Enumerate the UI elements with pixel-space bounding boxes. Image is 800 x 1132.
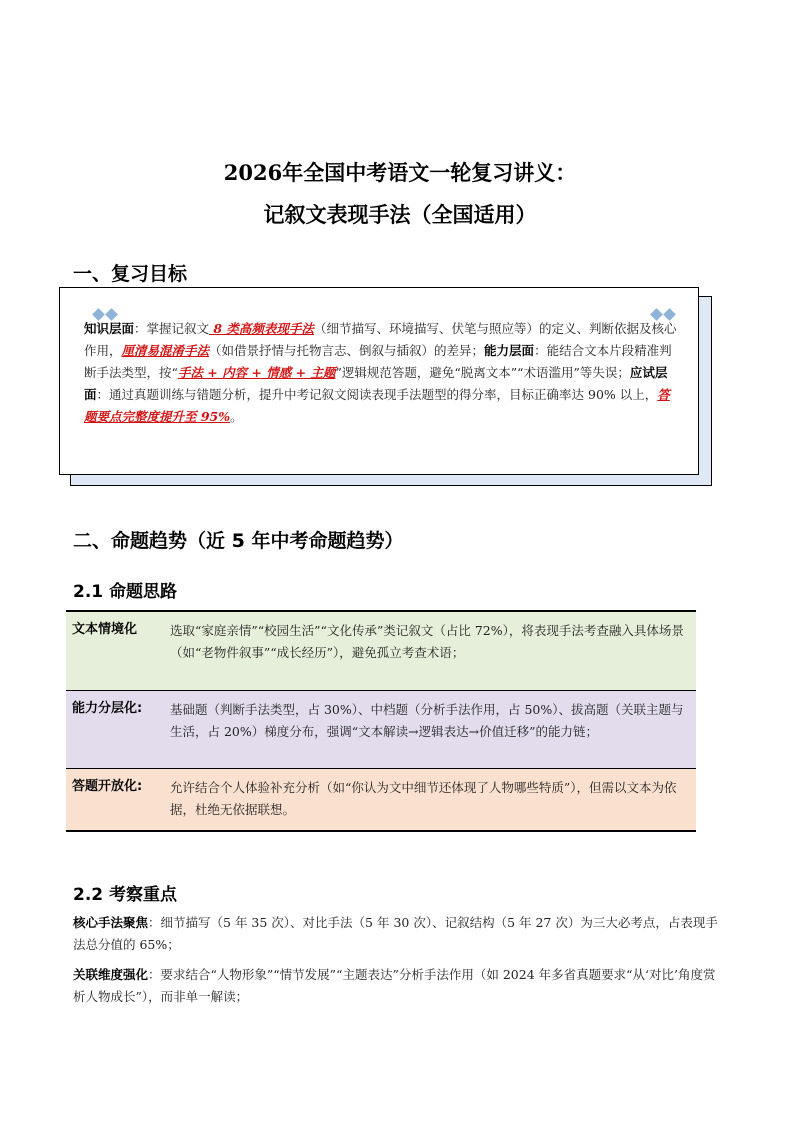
table-row-header: 能力分层化: — [72, 701, 143, 716]
goal-ability-label: 能力层面 — [484, 343, 535, 358]
goal-ability-text1: ：能结合文本片段精准判断手法类型，按“ — [84, 343, 672, 380]
goal-knowledge-emphasis2: 厘清易混淆手法 — [121, 343, 210, 358]
table-row — [66, 691, 696, 769]
goal-box — [59, 287, 699, 475]
subsection-heading-focus: 2.2 考察重点 — [73, 885, 178, 905]
table-row-body: 基础题（判断手法类型，占 30%）、中档题（分析手法作用，占 50%）、拔高题（关联主题与生活，占 20%）梯度分布，强调“文本解读→逻辑表达→价值迁移”的能力链； — [170, 702, 684, 739]
document-title-line2: 记叙文表现手法（全国适用） — [263, 202, 537, 227]
goal-knowledge-text3: （如借景抒情与托物言志、倒叙与插叙）的差异； — [209, 343, 485, 358]
goal-knowledge-text2: （细节描写、环境描写、伏笔与照应等）的定义、判断依据及核心作用， — [84, 321, 677, 358]
goal-exam-text2: 。 — [230, 409, 243, 424]
goal-exam-emphasis: 答题要点完整度提升至 95% — [84, 387, 670, 424]
table-row — [66, 769, 696, 830]
goal-ability-emphasis: 手法 + 内容 + 情感 + 主题 — [177, 365, 336, 380]
focus-dimension-text: ：要求结合“人物形象”“情节发展”“主题表达”分析手法作用（如 2024 年多省真题要求“从‘对比’角度赏析人物成长”），而非单一解读； — [73, 967, 716, 1004]
focus-paragraph-core — [73, 912, 723, 956]
section-heading-goals: 一、复习目标 — [73, 263, 188, 285]
subsection-heading-ideas: 2.1 命题思路 — [73, 582, 178, 602]
focus-core-text: ：细节描写（5 年 35 次）、对比手法（5 年 30 次）、记叙结构（5 年 27 次）为三大必考点，占表现手法总分值的 65%； — [73, 915, 718, 952]
table-row — [66, 612, 696, 691]
goal-knowledge-label: 知识层面 — [84, 321, 135, 336]
table-row-body: 允许结合个人体验补充分析（如“你认为文中细节还体现了人物哪些特质”），但需以文本为依据，杜绝无依据联想。 — [170, 780, 677, 817]
goal-exam-label: 应试层面 — [84, 365, 668, 402]
goal-knowledge-emphasis1: 8 类高频表现手法 — [209, 321, 314, 336]
goal-text — [84, 318, 680, 428]
trend-table — [66, 610, 696, 832]
goal-ability-text2: ”逻辑规范答题，避免“脱离文本”“术语滥用”等失误； — [335, 365, 630, 380]
focus-paragraph-dimension — [73, 964, 723, 1008]
focus-core-label: 核心手法聚焦 — [73, 915, 149, 930]
table-row-header: 答题开放化: — [72, 779, 143, 794]
document-title-line1: 2026年全国中考语文一轮复习讲义： — [223, 160, 577, 185]
goal-knowledge-text1: ：掌握记叙文 — [134, 321, 210, 336]
goal-exam-text1: ：通过真题训练与错题分析，提升中考记叙文阅读表现手法题型的得分率，目标正确率达 90% 以上， — [96, 387, 658, 402]
section-heading-trends: 二、命题趋势（近 5 年中考命题趋势） — [73, 530, 404, 552]
table-row-body: 选取“家庭亲情”“校园生活”“文化传承”类记叙文（占比 72%），将表现手法考查融入具体场景（如“老物件叙事”“成长经历”），避免孤立考查术语； — [170, 623, 684, 660]
focus-dimension-label: 关联维度强化 — [73, 967, 149, 982]
table-row-header: 文本情境化 — [72, 622, 138, 637]
